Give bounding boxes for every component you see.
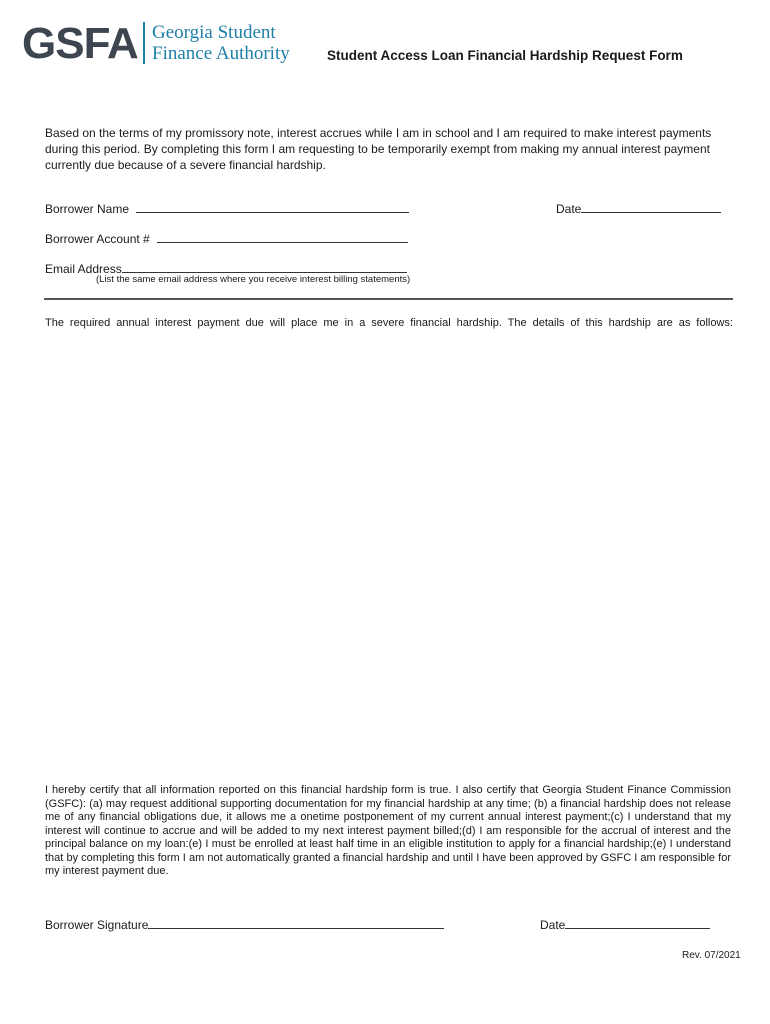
certification-paragraph: I hereby certify that all information reported on this financial hardship form is true. I also certify that Georgia Student Finance Commission (GSFC): (a) may request additional supporting documentation for my financial hardship at any time; (b) a financial hardship does not release me of any financial obligations due, it allows me a onetime postponement of my current annual interest payment;(c) I understand that my interest will continue to accrue and will be added to my next interest payment billed;(d) I am responsible for the accrual of interest and the principal balance on my loan:(e) I must be enrolled at least half time in an eligible institution to apply for a financial hardship;(e) I understand that by completing this form I am not automatically granted a financial hardship and until I have been approved by GSFC I am responsible for my interest payment due. [45,784,731,877]
email-hint: (List the same email address where you receive interest billing statements) [96,274,411,285]
hardship-details-prompt: The required annual interest payment due will place me in a severe financial hardship. The details of this hardship are as follows: [45,317,733,329]
logo-divider [143,22,145,64]
email-label: Email Address [45,262,122,276]
borrower-account-field[interactable] [45,231,408,246]
logo-wordmark [152,22,290,64]
signature-label: Borrower Signature [45,918,149,932]
date-field[interactable] [556,201,721,216]
date-label: Date [556,202,582,216]
email-line[interactable] [122,261,407,273]
revision-label: Rev. 07/2021 [682,950,741,961]
borrower-account-line[interactable] [157,231,408,243]
intro-paragraph: Based on the terms of my promissory note, interest accrues while I am in school and I am required to make interest payments during this period. By completing this form I am requesting to be temporarily exempt from making my annual interest payment currently due because of a severe financial hardship. [45,126,712,172]
hardship-details-area[interactable] [45,340,733,770]
borrower-name-field[interactable] [45,201,409,216]
signature-date-line[interactable] [565,917,710,929]
gsfa-logo-mark: GSFA [22,19,138,68]
logo-line-2: Finance Authority [152,43,290,64]
section-divider [44,298,733,300]
form-title: Student Access Loan Financial Hardship Request Form [327,48,683,63]
date-line[interactable] [581,201,721,213]
logo-line-1: Georgia Student [152,22,276,43]
borrower-account-label: Borrower Account # [45,232,150,246]
signature-date-field[interactable] [540,917,710,932]
borrower-signature-field[interactable] [45,917,444,932]
signature-line[interactable] [148,917,444,929]
borrower-name-label: Borrower Name [45,202,130,216]
borrower-name-line[interactable] [136,201,409,213]
signature-date-label: Date [540,918,566,932]
